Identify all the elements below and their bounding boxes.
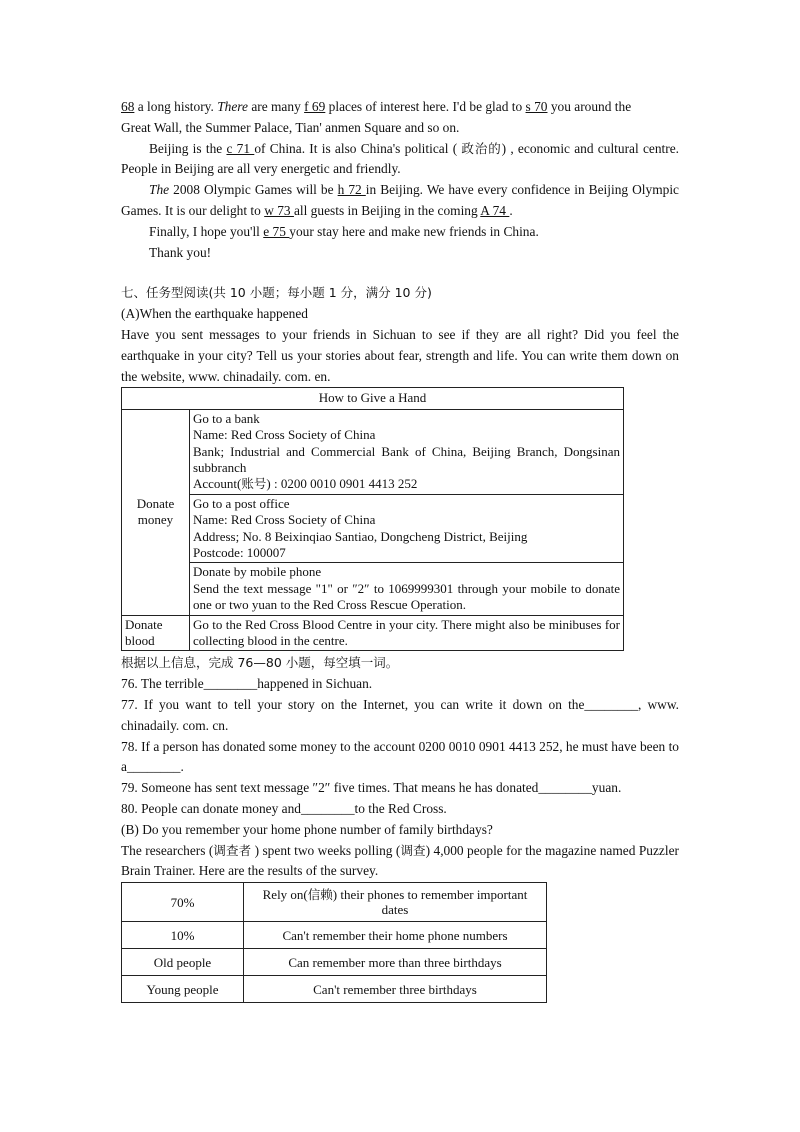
survey-result: Can remember more than three birthdays xyxy=(244,949,547,976)
chinese-gloss: 调查 xyxy=(400,842,426,858)
survey-group: Old people xyxy=(122,949,244,976)
post-office-cell xyxy=(190,494,624,563)
text: your stay here and make new friends in China. xyxy=(289,223,539,239)
text: Name: Red Cross Society of China xyxy=(193,512,376,528)
table-row xyxy=(122,922,547,949)
text: all guests in Beijing in the coming xyxy=(293,202,481,218)
part-a-title: (A)When the earthquake happened xyxy=(121,306,309,322)
survey-group: 70% xyxy=(122,883,244,922)
blank-74: A 74 xyxy=(480,202,510,218)
text: 2008 Olympic Games will be xyxy=(169,182,338,198)
part-a-intro: Have you sent messages to your friends in Sichuan to see if they are all right? Did you feel the earthquake in your city? Tell us your stories about fear, strength and life. You can write them down on the website, www. chinadaily. com. en. xyxy=(121,326,679,384)
text: Account( xyxy=(193,476,242,492)
passage-paragraph-2 xyxy=(121,139,679,181)
text: ) , economic and cultural centre. People in Beijing are all very energetic and friendly. xyxy=(121,140,680,177)
survey-result xyxy=(244,883,547,922)
text-italic: The xyxy=(149,182,170,198)
blood-cell: Go to the Red Cross Blood Centre in your city. There might also be minibuses for collecting blood in the centre. xyxy=(190,615,624,651)
question-77: 77. If you want to tell your story on the Internet, you can write it down on the________, www. chinadaily. com. cn. xyxy=(121,697,679,733)
text: Bank; Industrial and Commercial Bank of China, Beijing Branch, Dongsinan subbranch xyxy=(193,443,620,475)
donate-blood-label: Donate blood xyxy=(122,615,190,651)
text: a long history. xyxy=(134,99,218,114)
part-b-intro xyxy=(121,841,679,883)
chinese-gloss: 账号 xyxy=(241,476,267,492)
chinese-gloss: 调查者 xyxy=(213,842,252,858)
blank-71: c 71 xyxy=(226,140,255,156)
table-row xyxy=(122,883,547,922)
text: of China. It is also China's political ( xyxy=(254,140,462,156)
survey-table xyxy=(121,882,547,1003)
text: Name: Red Cross Society of China xyxy=(193,427,376,443)
passage-line-1 xyxy=(121,97,679,118)
text: Donate by mobile phone xyxy=(193,564,322,580)
survey-result: Can't remember their home phone numbers xyxy=(244,922,547,949)
text: you around the xyxy=(547,99,632,114)
blank-70: s 70 xyxy=(525,99,548,114)
account-line xyxy=(193,476,620,492)
text: Address; No. 8 Beixinqiao Santiao, Dongcheng District, Beijing xyxy=(193,528,528,544)
text: Finally, I hope you'll xyxy=(149,223,264,239)
question-79: 79. Someone has sent text message ″2″ five times. That means he has donated________yuan. xyxy=(121,780,622,796)
survey-result: Can't remember three birthdays xyxy=(244,976,547,1003)
question-80: 80. People can donate money and________to the Red Cross. xyxy=(121,801,447,817)
text: are many xyxy=(247,99,305,114)
table-row xyxy=(122,976,547,1003)
text-italic: There xyxy=(217,99,248,114)
blank-73: w 73 xyxy=(264,202,294,218)
donate-money-label: Donate money xyxy=(122,409,190,615)
text: . xyxy=(509,202,513,218)
blank-68: 68 xyxy=(121,99,135,114)
chinese-gloss: 政治的 xyxy=(461,140,502,156)
blank-69: f 69 xyxy=(304,99,326,114)
text: Send the text message "1" or ″2″ to 1069999301 through your mobile to donate one or two yuan to the Red Cross Rescue Operation. xyxy=(193,580,620,613)
part-b-title: (B) Do you remember your home phone number of family birthdays? xyxy=(121,821,493,837)
question-78: 78. If a person has donated some money to the account 0200 0010 0901 4413 252, he must have been to a________. xyxy=(121,738,679,775)
survey-group: Young people xyxy=(122,976,244,1003)
text: Beijing is the xyxy=(149,140,227,156)
text: ) 4,000 people for the magazine named Puzzler Brain Trainer. Here are the results of the survey. xyxy=(121,842,679,879)
text: Go to a bank xyxy=(193,410,260,426)
text: Postcode: 100007 xyxy=(193,545,286,561)
passage-closing: Thank you! xyxy=(149,244,212,260)
instruction: 根据以上信息，完成 76—80 小题，每空填一词。 xyxy=(121,655,399,671)
spacer xyxy=(121,263,679,283)
text: ) spent two weeks polling ( xyxy=(251,842,401,858)
section-heading: 七、任务型阅读(共 10 小题；每小题 1 分，满分 10 分) xyxy=(121,285,432,301)
question-76: 76. The terrible________happened in Sichuan. xyxy=(121,676,373,692)
table-header: How to Give a Hand xyxy=(122,388,624,409)
blank-75: e 75 xyxy=(263,223,290,239)
text: places of interest here. I'd be glad to xyxy=(325,99,526,114)
text: The researchers ( xyxy=(121,842,214,858)
passage-paragraph-3 xyxy=(121,180,679,222)
text: ) : 0200 0010 0901 4413 252 xyxy=(266,476,418,492)
text: in Beijing. We have every confidence in Beijing Olympic Games. It is our delight to xyxy=(121,182,680,218)
mobile-cell xyxy=(190,563,624,615)
bank-cell xyxy=(190,409,624,494)
worksheet-page xyxy=(121,97,679,1003)
survey-group: 10% xyxy=(122,922,244,949)
text: ) their phones to remember important dates xyxy=(332,887,528,918)
chinese-gloss: 信赖 xyxy=(307,887,333,903)
blank-72: h 72 xyxy=(337,182,366,198)
text: Go to a post office xyxy=(193,495,290,511)
table-row xyxy=(122,949,547,976)
text: Rely on( xyxy=(262,887,308,903)
give-a-hand-table xyxy=(121,387,624,651)
passage-paragraph-4 xyxy=(121,222,679,243)
passage-line-2: Great Wall, the Summer Palace, Tian' anmen Square and so on. xyxy=(121,119,460,135)
